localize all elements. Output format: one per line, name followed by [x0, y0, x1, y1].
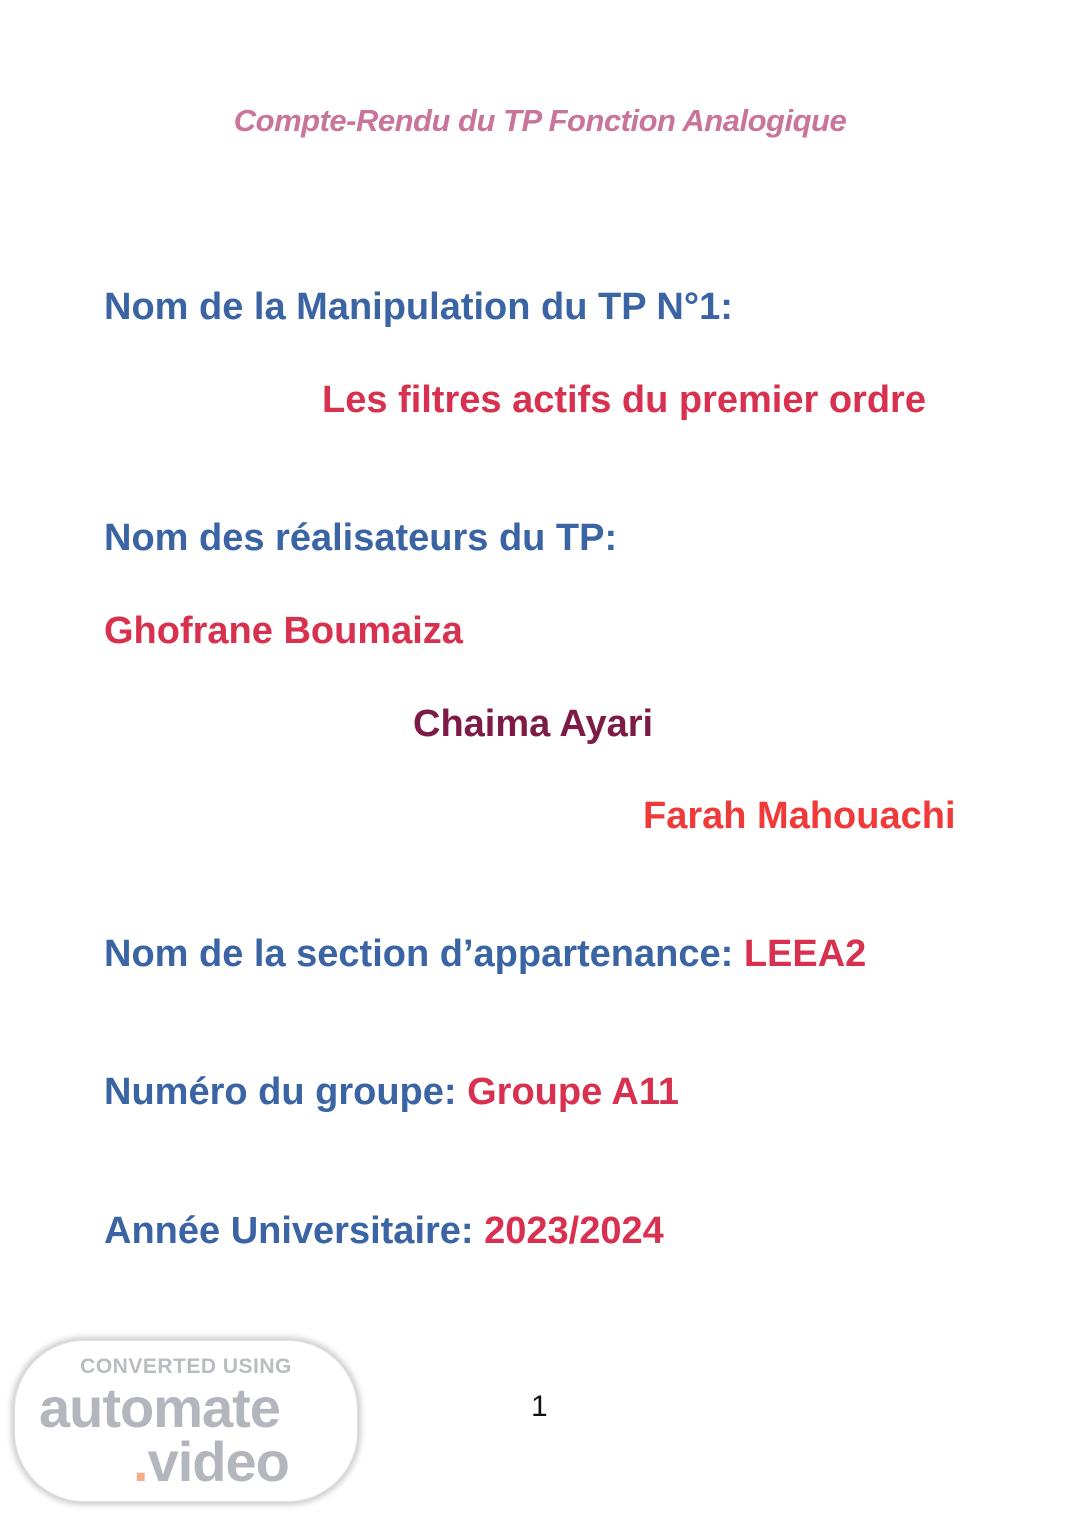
document-title: Compte-Rendu du TP Fonction Analogique: [233, 103, 847, 138]
watermark-automate-text: automate: [39, 1376, 280, 1439]
section-value: LEEA2: [743, 933, 867, 975]
year-label: Année Universitaire:: [104, 1210, 474, 1252]
watermark-dot: .: [133, 1430, 148, 1493]
watermark-converted-text: CONVERTED USING: [80, 1355, 292, 1378]
year-value: 2023/2024: [484, 1210, 664, 1252]
watermark-video-line: [133, 1429, 289, 1494]
manipulation-label: Nom de la Manipulation du TP N°1:: [104, 286, 733, 328]
section-line: [104, 933, 866, 976]
section-label: Nom de la section d’appartenance:: [104, 933, 734, 975]
year-line: [104, 1210, 664, 1253]
group-line: [104, 1071, 679, 1114]
group-value: Groupe A11: [467, 1071, 679, 1113]
page-number: 1: [531, 1390, 548, 1423]
group-label: Numéro du groupe:: [104, 1071, 457, 1113]
author-3: Farah Mahouachi: [643, 795, 956, 837]
author-1: Ghofrane Boumaiza: [104, 610, 463, 652]
watermark-video-text: video: [147, 1430, 289, 1493]
automate-video-watermark: [14, 1340, 358, 1502]
authors-label: Nom des réalisateurs du TP:: [104, 517, 618, 559]
author-2: Chaima Ayari: [413, 703, 654, 745]
manipulation-value: Les filtres actifs du premier ordre: [322, 379, 926, 421]
